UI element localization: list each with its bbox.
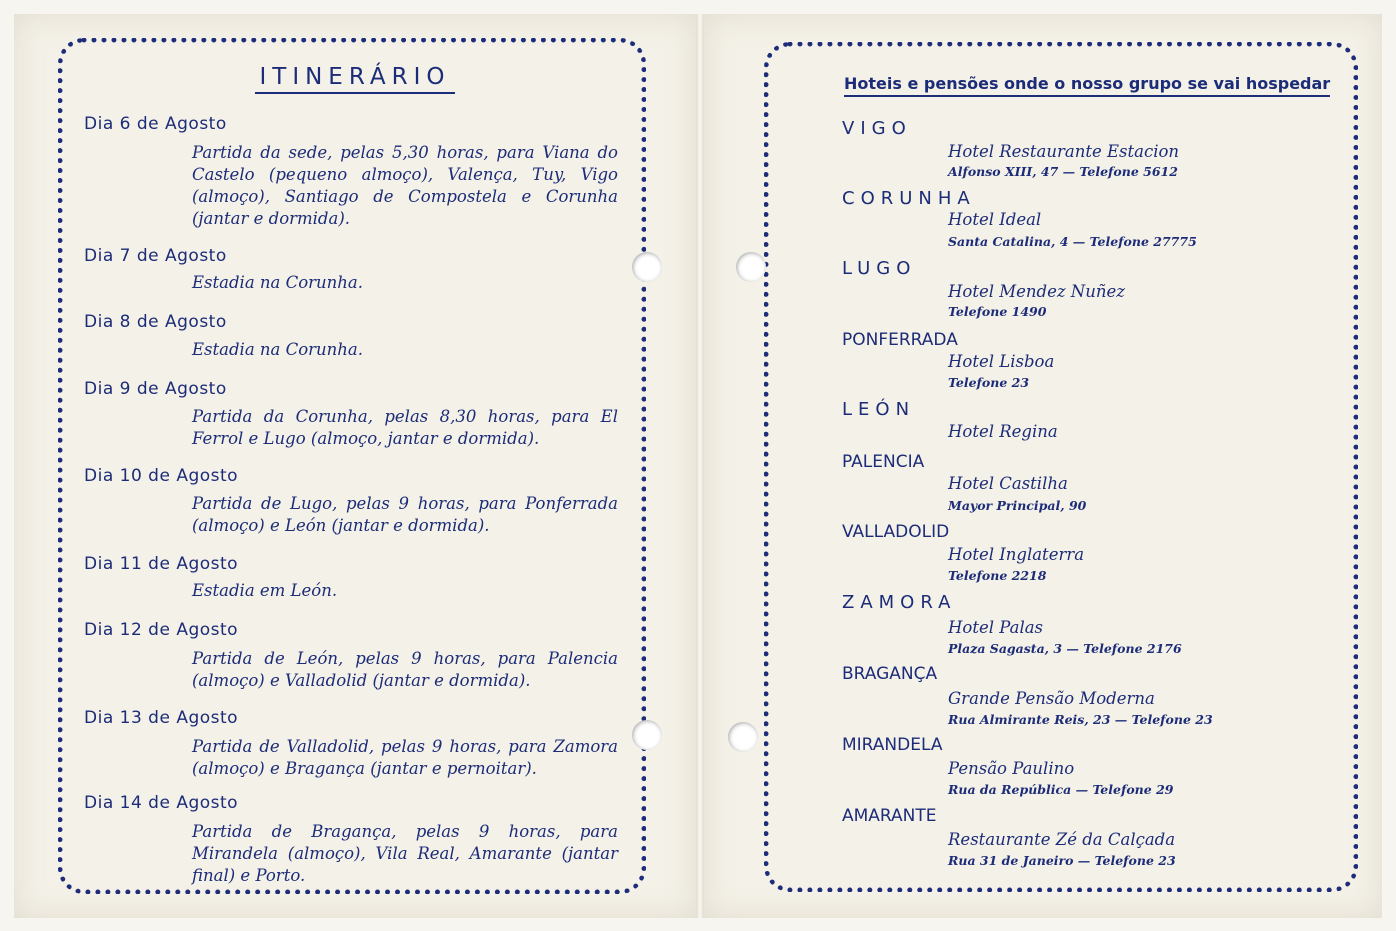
hotel-address: Telefone 2218: [948, 568, 1047, 583]
itinerary-description: Partida da Corunha, pelas 8,30 horas, para El Ferrol e Lugo (almoço, jantar e dormida).: [192, 407, 618, 448]
itinerary-day: Dia 8 de Agosto: [84, 312, 227, 332]
hotel-address: Telefone 23: [948, 375, 1030, 390]
hotel-address: Rua da República — Telefone 29: [948, 782, 1174, 797]
hotel-name: Hotel Palas: [948, 618, 1044, 637]
itinerary-description: Partida de Valladolid, pelas 9 horas, para Zamora (almoço) e Bragança (jantar e pernoitar).: [192, 737, 618, 778]
hotel-city: VALLADOLID: [842, 522, 950, 542]
hotel-name: Grande Pensão Moderna: [948, 689, 1155, 708]
itinerary-description: Partida de Lugo, pelas 9 horas, para Ponferrada (almoço) e León (jantar e dormida).: [192, 494, 618, 535]
itinerary-description: Partida de León, pelas 9 horas, para Palencia (almoço) e Valladolid (jantar e dormida).: [192, 649, 618, 690]
hotel-city: LEÓN: [842, 399, 916, 420]
binder-hole: [632, 252, 662, 282]
hotel-city: BRAGANÇA: [842, 664, 938, 684]
itinerary-description: Estadia em León.: [192, 581, 338, 600]
itinerary-day: Dia 9 de Agosto: [84, 379, 227, 399]
hotel-address: Santa Catalina, 4 — Telefone 27775: [948, 234, 1197, 249]
hotel-name: Hotel Castilha: [948, 474, 1068, 493]
itinerary-day: Dia 7 de Agosto: [84, 246, 227, 266]
itinerary-day: Dia 11 de Agosto: [84, 554, 239, 574]
itinerary-day: Dia 6 de Agosto: [84, 114, 227, 134]
itinerary-description: Estadia na Corunha.: [192, 273, 364, 292]
binder-hole: [632, 720, 662, 750]
hotel-name: Hotel Lisboa: [948, 352, 1055, 371]
hotel-name: Hotel Restaurante Estacion: [948, 142, 1180, 161]
hotel-name: Pensão Paulino: [948, 759, 1075, 778]
binder-hole: [736, 252, 766, 282]
hotel-city: PALENCIA: [842, 452, 925, 472]
hotel-name: Hotel Mendez Nuñez: [948, 282, 1125, 301]
itinerary-description: Partida de Bragança, pelas 9 horas, para Mirandela (almoço), Vila Real, Amarante (jantar final) e Porto.: [192, 822, 618, 885]
hotel-city: MIRANDELA: [842, 735, 943, 755]
binder-hole: [728, 722, 758, 752]
hotel-city: LUGO: [842, 258, 917, 279]
hotel-address: Alfonso XIII, 47 — Telefone 5612: [948, 164, 1178, 179]
hotel-city: VIGO: [842, 118, 912, 139]
hotel-name: Hotel Regina: [948, 422, 1058, 441]
itinerary-title-text: ITINERÁRIO: [255, 64, 454, 94]
hotel-name: Hotel Ideal: [948, 210, 1042, 229]
itinerary-day: Dia 12 de Agosto: [84, 620, 239, 640]
hotel-name: Hotel Inglaterra: [948, 545, 1085, 564]
hotel-address: Rua Almirante Reis, 23 — Telefone 23: [948, 712, 1213, 727]
hotel-city: CORUNHA: [842, 188, 976, 209]
hotel-address: Plaza Sagasta, 3 — Telefone 2176: [948, 641, 1182, 656]
itinerary-description: Estadia na Corunha.: [192, 340, 364, 359]
itinerary-day: Dia 13 de Agosto: [84, 708, 239, 728]
hotel-city: ZAMORA: [842, 592, 957, 613]
hotel-city: AMARANTE: [842, 806, 937, 826]
hotel-address: Mayor Principal, 90: [948, 498, 1087, 513]
itinerary-title: [14, 64, 696, 90]
itinerary-day: Dia 14 de Agosto: [84, 793, 239, 813]
itinerary-description: Partida da sede, pelas 5,30 horas, para Viana do Castelo (pequeno almoço), Valença, Tuy, Vigo (almoço), Santiago de Compostela e Corunha (jantar e dormida).: [192, 143, 618, 228]
hotels-heading: Hoteis e pensões onde o nosso grupo se vai hospedar: [844, 74, 1330, 97]
hotel-address: Rua 31 de Janeiro — Telefone 23: [948, 853, 1176, 868]
itinerary-day: Dia 10 de Agosto: [84, 466, 239, 486]
hotel-name: Restaurante Zé da Calçada: [948, 830, 1176, 849]
hotel-city: PONFERRADA: [842, 330, 958, 350]
spine: [696, 14, 704, 918]
hotel-address: Telefone 1490: [948, 304, 1047, 319]
